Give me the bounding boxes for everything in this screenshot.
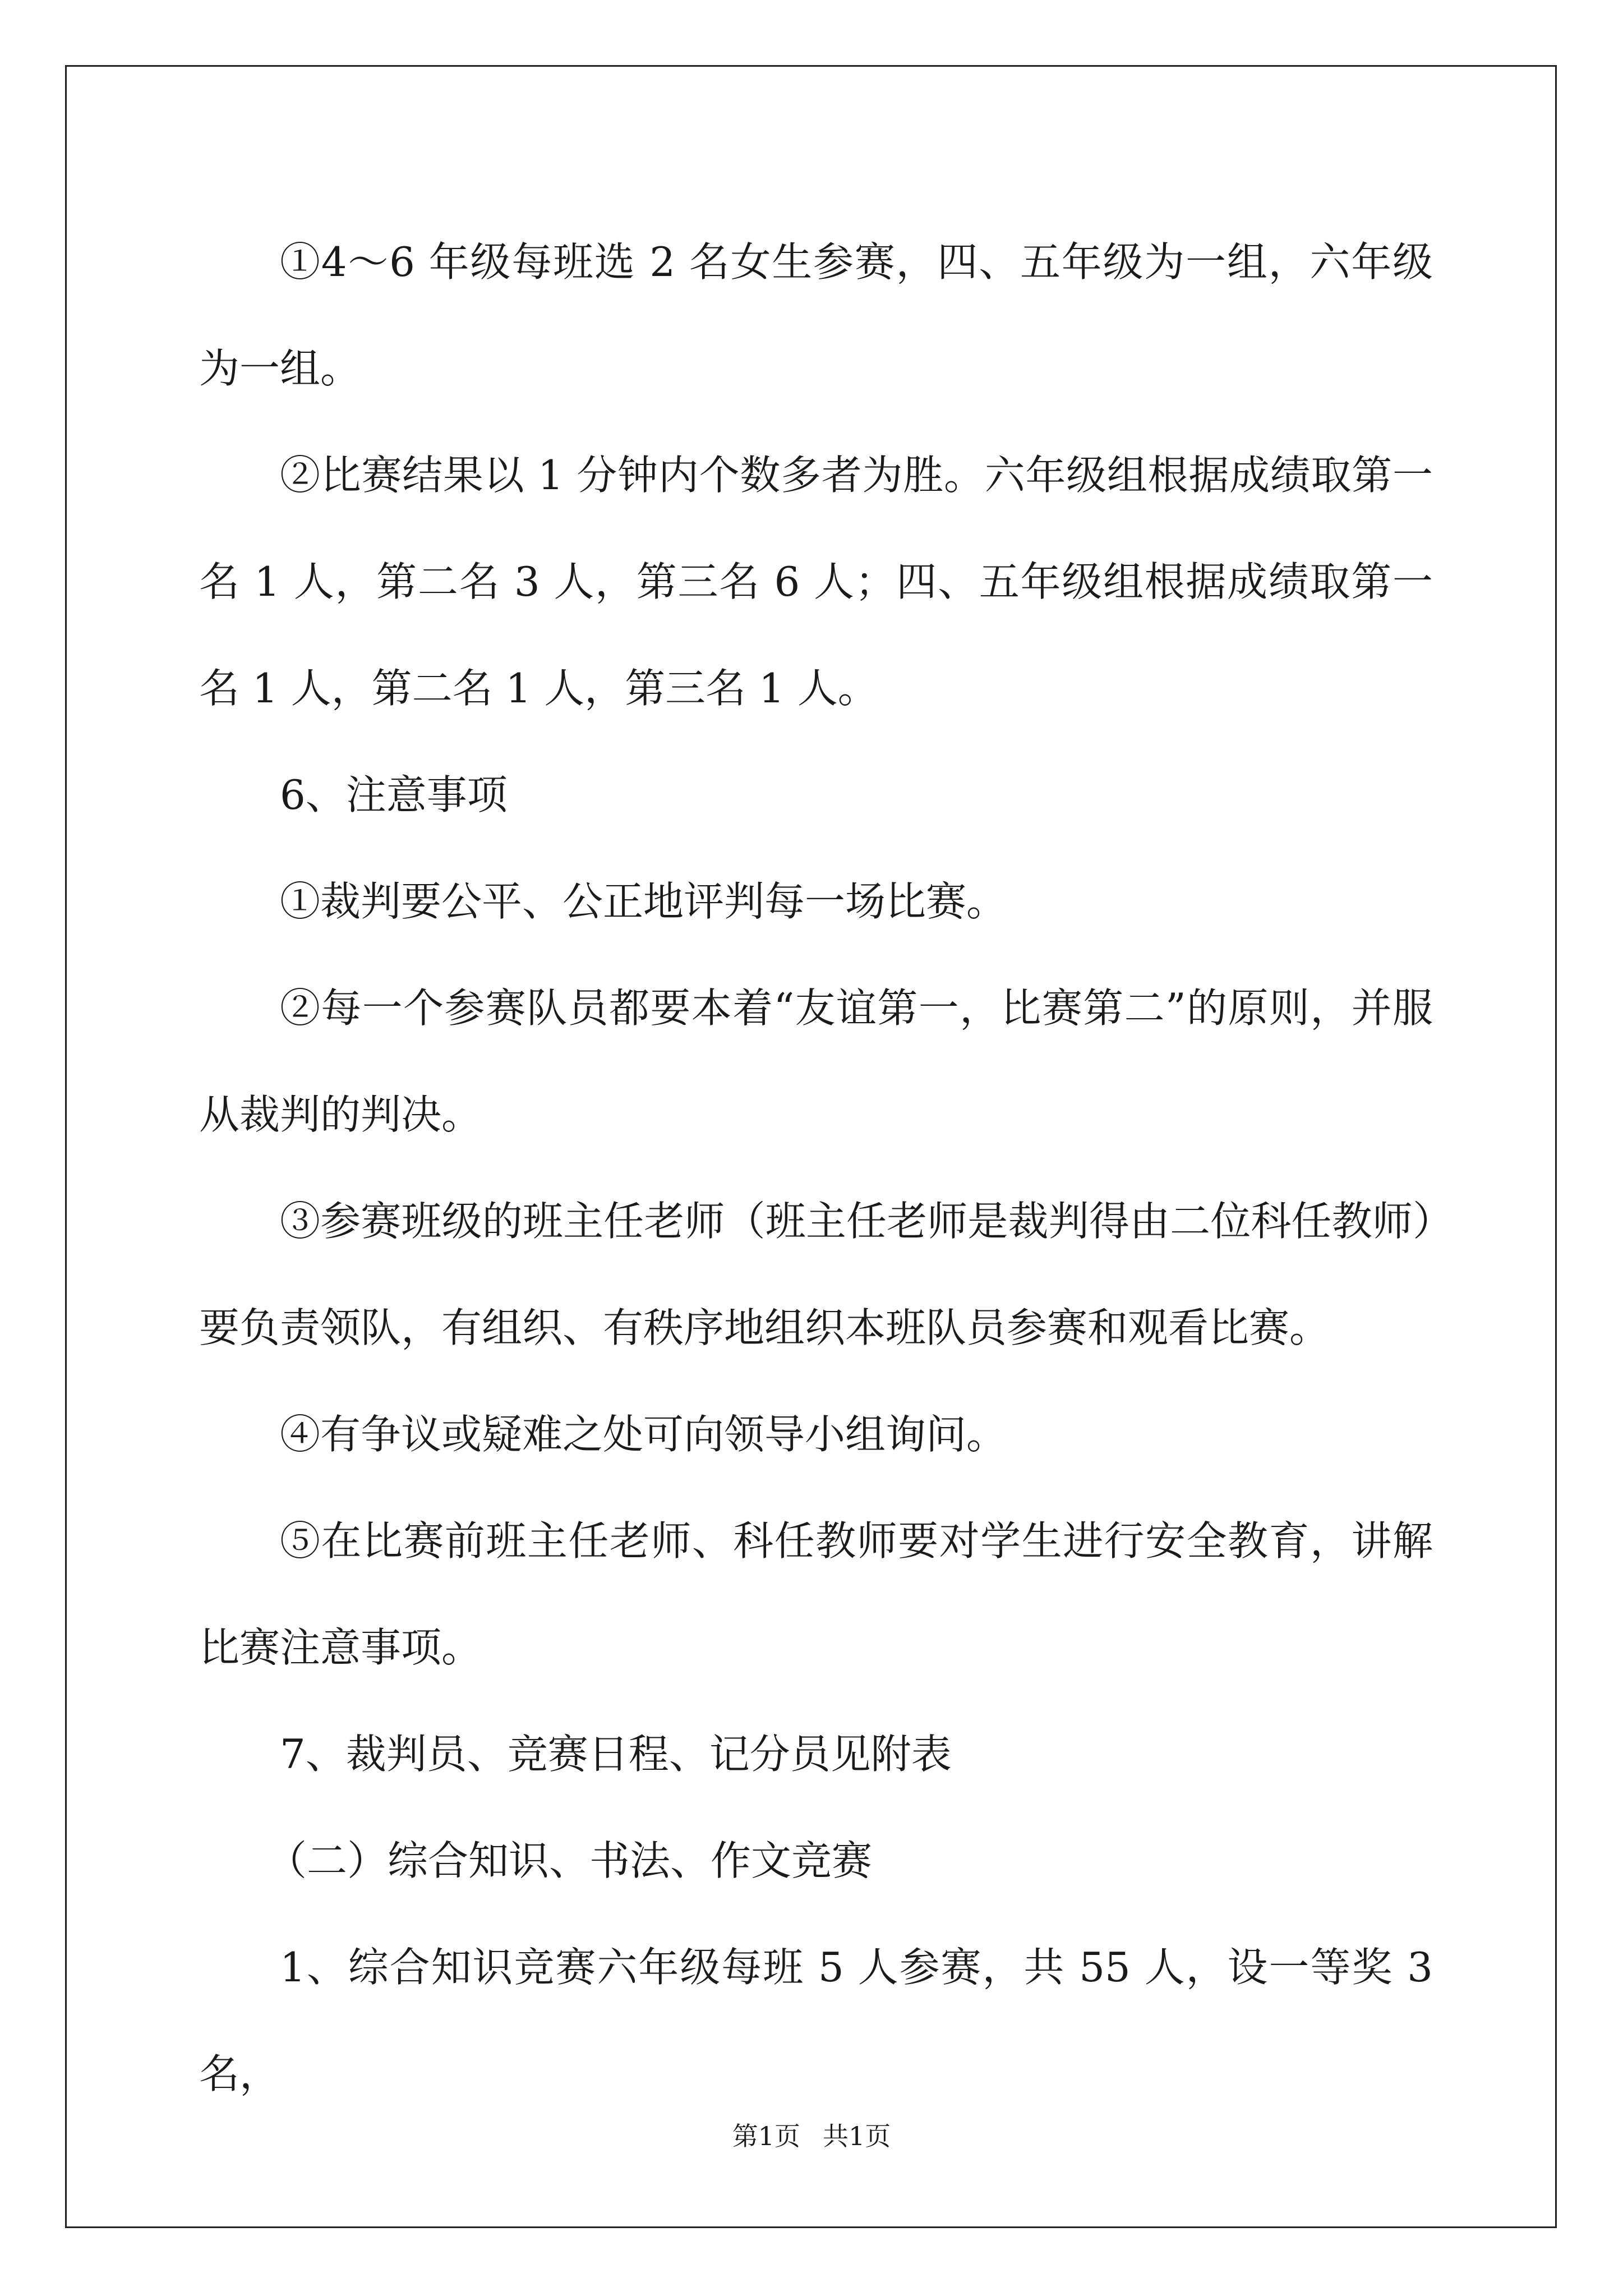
section-heading-schedule: 7、裁判员、竞赛日程、记分员见附表 <box>280 1731 952 1778</box>
page-number: 第1页 <box>732 2121 800 2151</box>
page-total: 共1页 <box>823 2121 891 2151</box>
paragraph-note-class-teacher: ③参赛班级的班主任老师（班主任老师是裁判得由二位科任教师）要负责领队，有组织、有秩序地组织本班队员参赛和观看比赛。 <box>199 1198 1433 1351</box>
document-body <box>199 209 1433 2127</box>
section-heading-notes: 6、注意事项 <box>280 771 508 818</box>
paragraph-note-disputes: ④有争议或疑难之处可向领导小组询问。 <box>280 1411 1007 1458</box>
paragraph-result-rules: ②比赛结果以 1 分钟内个数多者为胜。六年级组根据成绩取第一名 1 人，第二名 3 人，第三名 6 人；四、五年级组根据成绩取第一名 1 人，第二名 1 人，第三名 1 人。 <box>199 452 1433 712</box>
page-footer <box>0 2119 1623 2153</box>
paragraph-note-friendship: ②每一个参赛队员都要本着“友谊第一，比赛第二”的原则，并服从裁判的判决。 <box>199 984 1433 1138</box>
paragraph-rope-skipping-groups: ①4～6 年级每班选 2 名女生参赛，四、五年级为一组，六年级为一组。 <box>199 238 1433 392</box>
paragraph-note-safety: ⑤在比赛前班主任老师、科任教师要对学生进行安全教育，讲解比赛注意事项。 <box>199 1517 1433 1671</box>
paragraph-note-referee: ①裁判要公平、公正地评判每一场比赛。 <box>280 878 1007 925</box>
paragraph-knowledge-contest: 1、综合知识竞赛六年级每班 5 人参赛，共 55 人，设一等奖 3 名， <box>199 1944 1433 2097</box>
section-heading-knowledge-contest: （二）综合知识、书法、作文竞赛 <box>266 1837 873 1884</box>
